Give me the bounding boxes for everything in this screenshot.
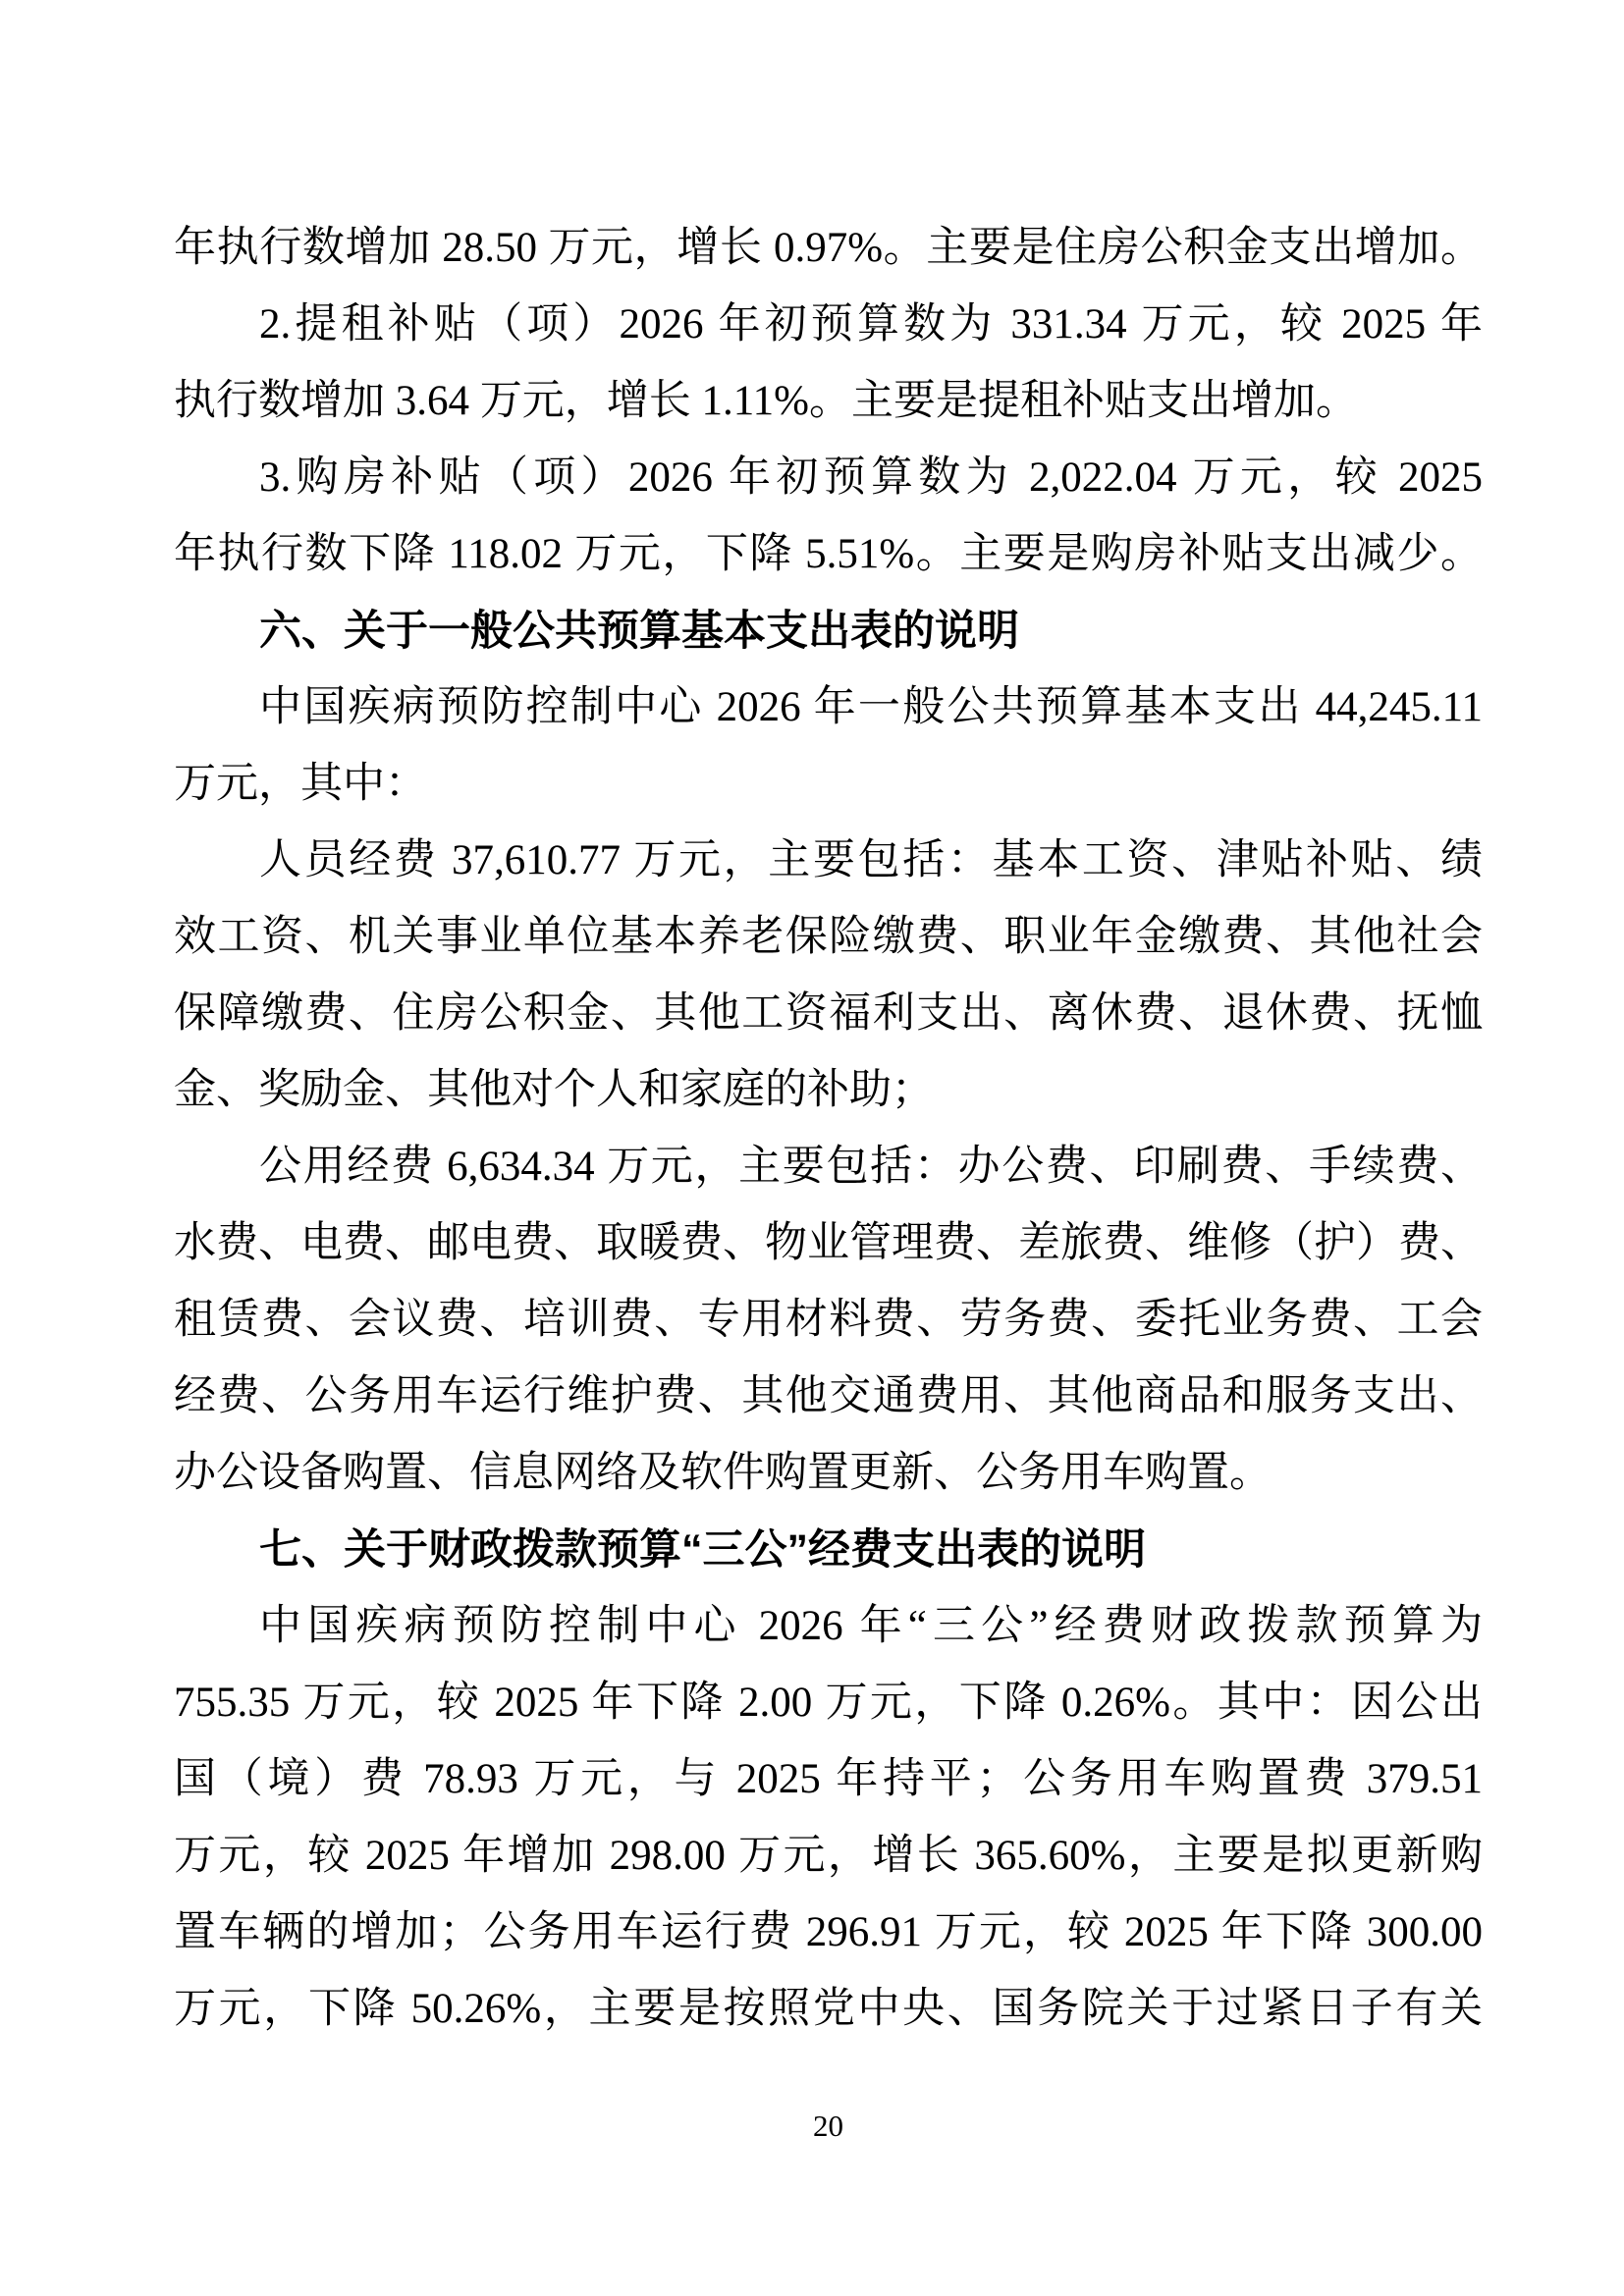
- text-line: 公用经费 6,634.34 万元，主要包括：办公费、印刷费、手续费、: [259, 1144, 1483, 1190]
- text-line: 2.提租补贴（项）2026 年初预算数为 331.34 万元，较 2025 年: [259, 301, 1483, 347]
- text-line: 置车辆的增加；公务用车运行费 296.91 万元，较 2025 年下降 300.00: [174, 1909, 1483, 1955]
- text-line: 保障缴费、住房公积金、其他工资福利支出、离休费、退休费、抚恤: [174, 990, 1483, 1037]
- text-line: 万元，较 2025 年增加 298.00 万元，增长 365.60%，主要是拟更新购: [174, 1833, 1483, 1879]
- text-line: 3.购房补贴（项）2026 年初预算数为 2,022.04 万元，较 2025: [259, 454, 1483, 501]
- text-line: 人员经费 37,610.77 万元，主要包括：基本工资、津贴补贴、绩: [259, 837, 1483, 883]
- text-line: 年执行数下降 118.02 万元，下降 5.51%。主要是购房补贴支出减少。: [174, 531, 1483, 577]
- text-line: 执行数增加 3.64 万元，增长 1.11%。主要是提租补贴支出增加。: [174, 378, 1358, 424]
- text-line: 租赁费、会议费、培训费、专用材料费、劳务费、委托业务费、工会: [174, 1297, 1483, 1343]
- text-line: 办公设备购置、信息网络及软件购置更新、公务用车购置。: [174, 1450, 1272, 1496]
- text-line: 755.35 万元，较 2025 年下降 2.00 万元，下降 0.26%。其中：因公出: [174, 1680, 1483, 1726]
- page-number: 20: [813, 2109, 843, 2143]
- text-line: 中国疾病预防控制中心 2026 年一般公共预算基本支出 44,245.11: [259, 684, 1483, 730]
- text-line: 国（境）费 78.93 万元，与 2025 年持平；公务用车购置费 379.51: [174, 1756, 1483, 1802]
- section-heading-six: 六、关于一般公共预算基本支出表的说明: [259, 608, 1019, 655]
- text-line: 金、奖励金、其他对个人和家庭的补助；: [174, 1067, 934, 1113]
- text-block: [174, 210, 1483, 2048]
- text-line: 水费、电费、邮电费、取暖费、物业管理费、差旅费、维修（护）费、: [174, 1220, 1483, 1266]
- text-line: 万元，其中：: [174, 761, 427, 807]
- text-line: 中国疾病预防控制中心 2026 年“三公”经费财政拨款预算为: [259, 1603, 1483, 1649]
- text-line: 万元，下降 50.26%，主要是按照党中央、国务院关于过紧日子有关: [174, 1986, 1483, 2032]
- text-line: 年执行数增加 28.50 万元，增长 0.97%。主要是住房公积金支出增加。: [174, 225, 1483, 271]
- text-line: 效工资、机关事业单位基本养老保险缴费、职业年金缴费、其他社会: [174, 914, 1483, 960]
- text-line: 经费、公务用车运行维护费、其他交通费用、其他商品和服务支出、: [174, 1373, 1483, 1419]
- section-heading-seven: 七、关于财政拨款预算“三公”经费支出表的说明: [259, 1526, 1146, 1574]
